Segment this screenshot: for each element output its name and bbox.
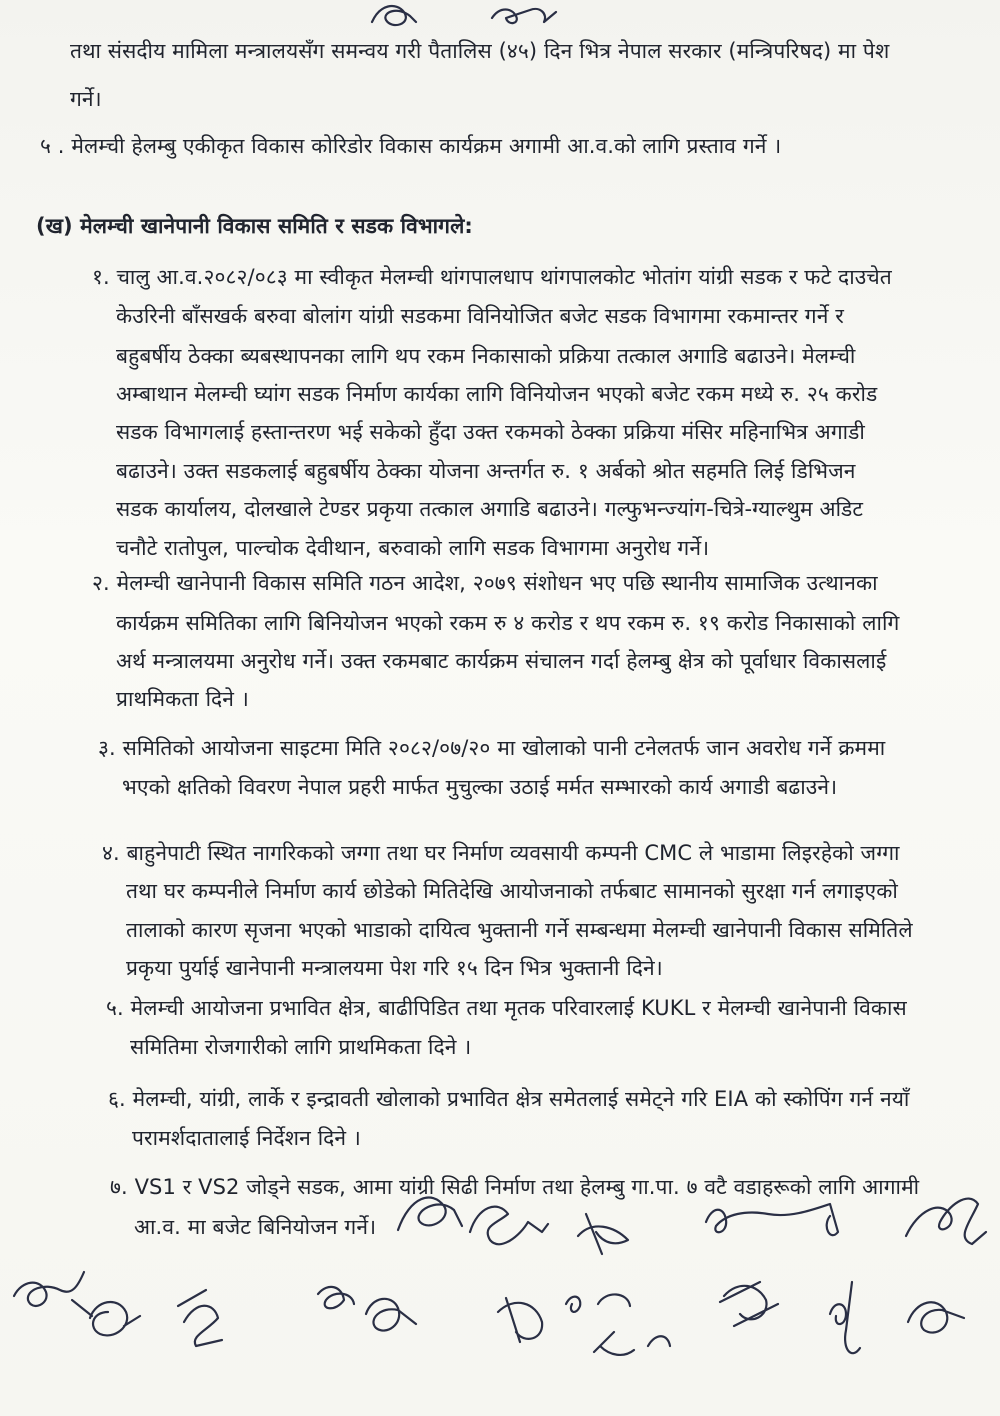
item-1-line-7: सडक कार्यालय, दोलखाले टेण्डर प्रकृया तत्काल अगाडि बढाउने। गल्फुभन्ज्यांग-चित्रे-ग्याल्थुम अडिट xyxy=(116,497,864,521)
section-kha-heading: (ख) मेलम्ची खानेपानी विकास समिति र सडक विभागले: xyxy=(36,214,473,238)
item-1-line-8: चनौटे रातोपुल, पाल्चोक देवीथान, बरुवाको लागि सडक विभागमा अनुरोध गर्ने। xyxy=(116,536,710,560)
item-6-line-1: ६. मेलम्ची, यांग्री, लार्के र इन्द्रावती खोलाको प्रभावित क्षेत्र समेतलाई समेट्ने गरि EIA को स्कोपिंग गर्न नयाँ xyxy=(108,1087,910,1111)
signature-2 xyxy=(470,1207,548,1245)
item-4-line-2: तथा घर कम्पनीले निर्माण कार्य छोडेको मितिदेखि आयोजनाको तर्फबाट सामानको सुरक्षा गर्न लगाइएको xyxy=(126,879,898,903)
item-4-line-4: प्रकृया पुर्याई खानेपानी मन्त्रालयमा पेश गरि १५ दिन भित्र भुक्तानी दिने। xyxy=(126,956,663,980)
item-1-line-3: बहुबर्षीय ठेक्का ब्यबस्थापनका लागि थप रकम निकासाको प्रक्रिया तत्काल अगाडि बढाउने। मेलम्ची xyxy=(116,344,856,368)
signature-13 xyxy=(594,1332,670,1355)
top-signature-2 xyxy=(492,9,556,23)
top-signature-1 xyxy=(372,6,416,25)
signature-8 xyxy=(178,1290,222,1346)
signature-9 xyxy=(318,1287,354,1308)
item-5-line-2: समितिमा रोजगारीको लागि प्राथमिकता दिने । xyxy=(130,1035,472,1059)
signature-10 xyxy=(366,1299,416,1331)
signature-11 xyxy=(498,1298,542,1342)
signature-4 xyxy=(706,1204,838,1235)
item-6-line-2: परामर्शदातालाई निर्देशन दिने । xyxy=(132,1126,361,1150)
intro-line-2: गर्ने। xyxy=(70,87,102,111)
item-2-line-1: २. मेलम्ची खानेपानी विकास समिति गठन आदेश, २०७९ संशोधन भए पछि स्थानीय सामाजिक उत्थानका xyxy=(92,571,878,595)
item-7-line-2: आ.व. मा बजेट बिनियोजन गर्ने। xyxy=(134,1215,377,1239)
signature-12 xyxy=(566,1294,630,1311)
item-4-line-3: तालाको कारण सृजना भएको भाडाको दायित्व भुक्तानी गर्ने सम्बन्धमा मेलम्ची खानेपानी विकास समितिले xyxy=(126,918,913,942)
item-1-line-4: अम्बाथान मेलम्ची घ्यांग सडक निर्माण कार्यका लागि विनियोजन भएको बजेट रकम मध्ये रु. २५ करोड xyxy=(116,382,878,406)
item-1-line-5: सडक विभागलाई हस्तान्तरण भई सकेको हुँदा उक्त रकमको ठेक्का प्रक्रिया मंसिर महिनाभित्र अगाडी xyxy=(116,420,865,444)
signature-5 xyxy=(906,1199,986,1244)
intro-line-1: तथा संसदीय मामिला मन्त्रालयसँग समन्वय गरी पैतालिस (४५) दिन भित्र नेपाल सरकार (मन्त्रिपरिषद) मा पेश xyxy=(70,39,890,63)
item-ka5-line-1: ५ . मेलम्ची हेलम्बु एकीकृत विकास कोरिडोर विकास कार्यक्रम अगामी आ.व.को लागि प्रस्ताव गर्ने । xyxy=(40,134,782,158)
item-2-line-2: कार्यक्रम समितिका लागि बिनियोजन भएको रकम रु ४ करोड र थप रकम रु. १९ करोड निकासाको लागि xyxy=(116,611,900,635)
item-2-line-3: अर्थ मन्त्रालयमा अनुरोध गर्ने। उक्त रकमबाट कार्यक्रम संचालन गर्दा हेलम्बु क्षेत्र को पूर्वाधार विकासलाई xyxy=(116,649,887,673)
signature-16 xyxy=(908,1302,964,1332)
signature-14 xyxy=(720,1282,778,1326)
item-3-line-1: ३. समितिको आयोजना साइटमा मिति २०८२/०७/२० मा खोलाको पानी टनेलतर्फ जान अवरोध गर्ने क्रममा xyxy=(98,736,886,760)
signature-7 xyxy=(90,1302,140,1335)
item-3-line-2: भएको क्षतिको विवरण नेपाल प्रहरी मार्फत मुचुल्का उठाई मर्मत सम्भारको कार्य अगाडी बढाउने। xyxy=(122,775,838,799)
item-1-line-1: १. चालु आ.व.२०८२/०८३ मा स्वीकृत मेलम्ची थांगपालधाप थांगपालकोट भोतांग यांग्री सडक र फटे दाउचेत xyxy=(92,265,892,289)
item-2-line-4: प्राथमिकता दिने । xyxy=(116,687,249,711)
signature-15 xyxy=(830,1282,860,1353)
item-4-line-1: ४. बाहुनेपाटी स्थित नागरिकको जग्गा तथा घर निर्माण व्यवसायी कम्पनी CMC ले भाडामा लिइरहेको जग्गा xyxy=(102,841,900,865)
signature-1 xyxy=(398,1198,462,1230)
item-7-line-1: ७. VS1 र VS2 जोड्ने सडक, आमा यांग्री सिढी निर्माण तथा हेलम्बु गा.पा. ७ वटै वडाहरूको लागि आगामी xyxy=(110,1175,920,1199)
signature-6 xyxy=(14,1272,92,1316)
signature-3 xyxy=(578,1214,628,1254)
item-1-line-2: केउरिनी बाँसखर्क बरुवा बोलांग यांग्री सडकमा विनियोजित बजेट सडक विभागमा रकमान्तर गर्ने र xyxy=(116,304,844,328)
item-1-line-6: बढाउने। उक्त सडकलाई बहुबर्षीय ठेक्का योजना अन्तर्गत रु. १ अर्बको श्रोत सहमति लिई डिभिजन xyxy=(116,459,856,483)
item-5-line-1: ५. मेलम्ची आयोजना प्रभावित क्षेत्र, बाढीपिडित तथा मृतक परिवारलाई KUKL र मेलम्ची खानेपानी विकास xyxy=(106,996,907,1020)
